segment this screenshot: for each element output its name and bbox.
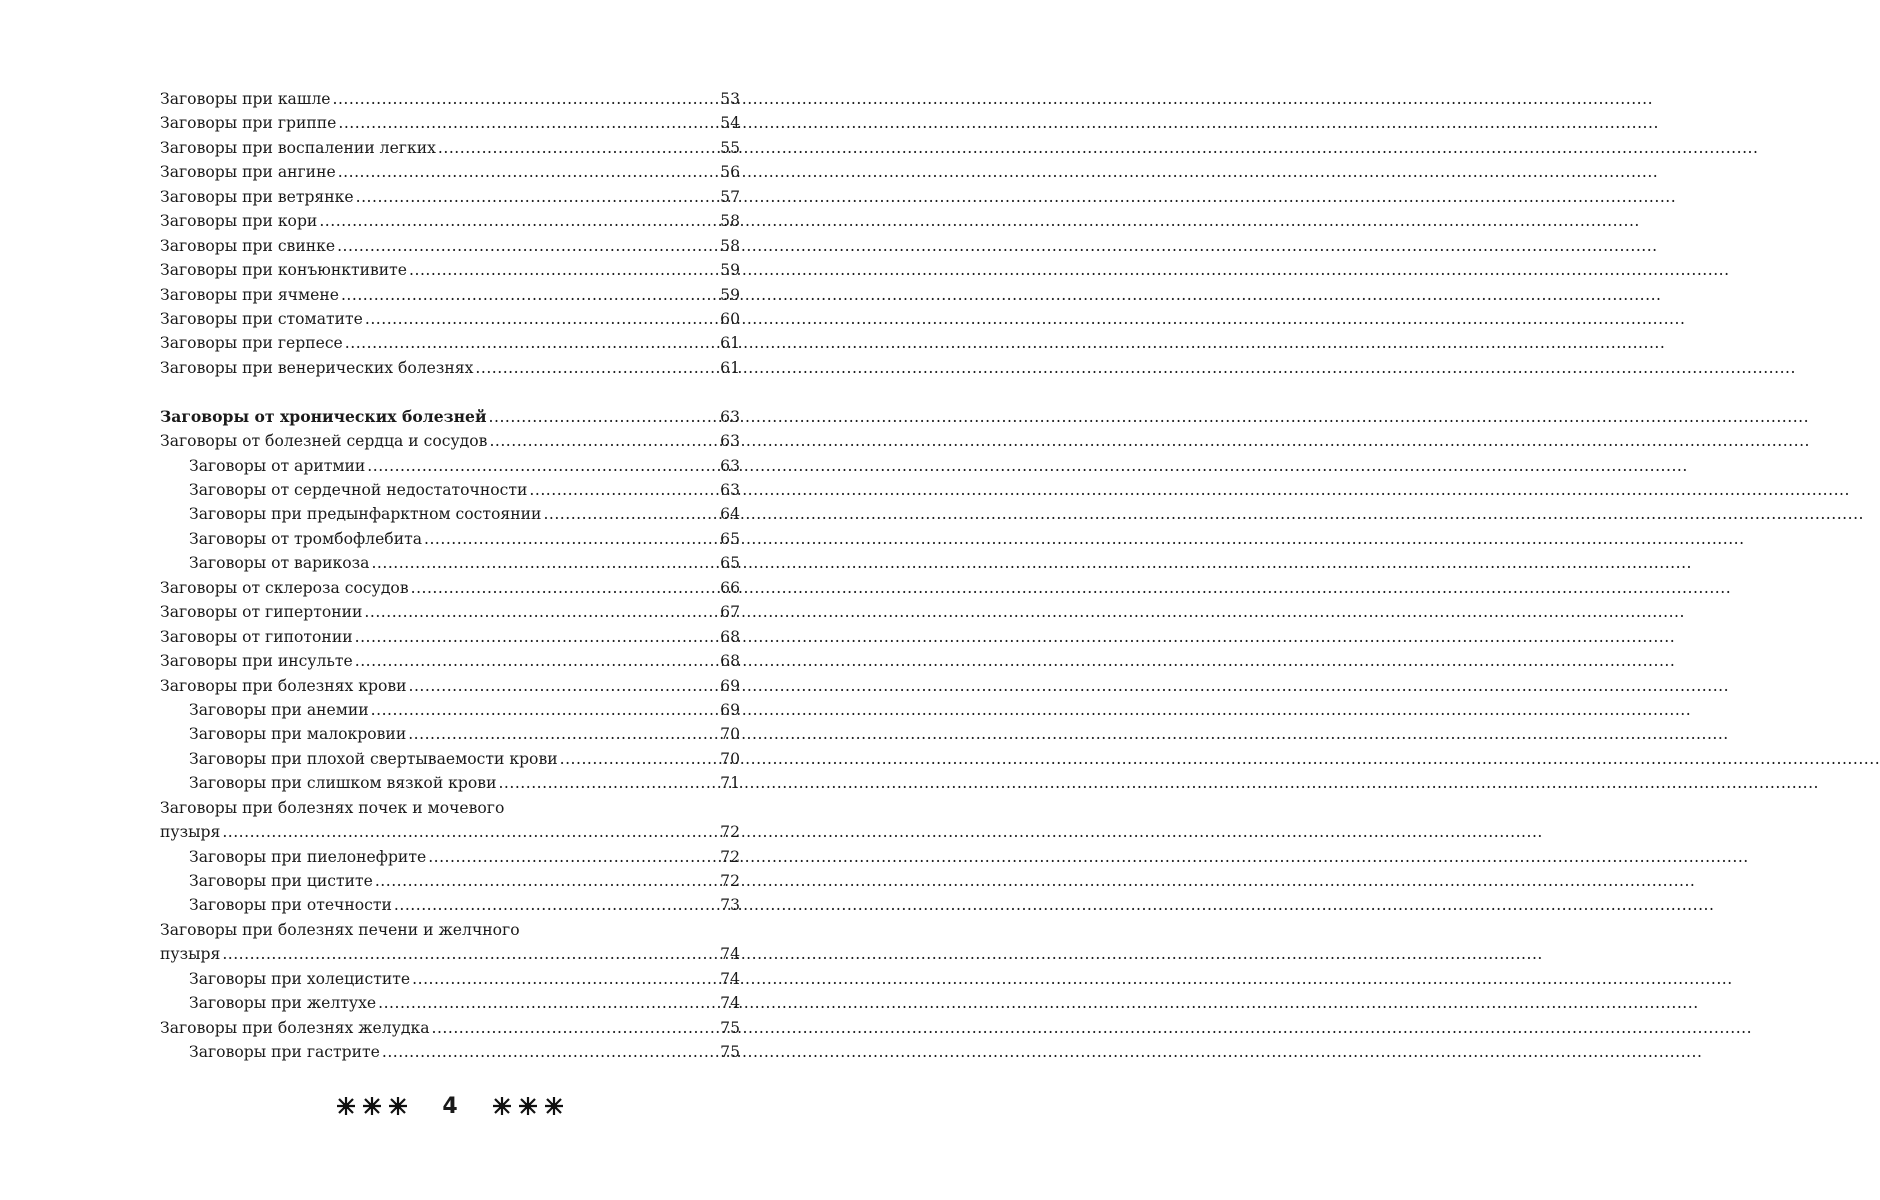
toc-entry-title: Заговоры при инсульте — [160, 652, 353, 671]
toc-entry[interactable] — [160, 307, 740, 331]
toc-entry-title: Заговоры от аритмии — [189, 456, 366, 475]
leader-dots — [338, 111, 718, 135]
leader-dots — [489, 429, 718, 453]
leader-dots — [222, 942, 718, 966]
snowflake-ornament-icon — [336, 1096, 356, 1116]
toc-entry-page: 63 — [720, 407, 740, 426]
leader-dots — [409, 258, 718, 282]
leader-dots — [543, 502, 718, 526]
toc-subentry[interactable] — [160, 527, 740, 551]
leader-dots — [338, 160, 718, 184]
toc-entry-title: Заговоры при гриппе — [160, 114, 337, 133]
toc-entry-title: Заговоры при желтухе — [189, 994, 377, 1013]
toc-entry-page: 71 — [720, 774, 740, 793]
toc-entry-title: Заговоры от гипертонии — [160, 603, 363, 622]
toc-entry[interactable] — [160, 942, 740, 966]
toc-entry-title: Заговоры при воспалении легких — [160, 138, 436, 157]
toc-entry[interactable] — [160, 820, 740, 844]
toc-subentry[interactable] — [160, 845, 740, 869]
leader-dots — [371, 551, 718, 575]
toc-entry[interactable] — [160, 209, 740, 233]
leader-dots — [438, 136, 718, 160]
toc-subentry[interactable] — [160, 747, 740, 771]
toc-entry-title: Заговоры при отечности — [189, 896, 392, 915]
toc-entry-title: Заговоры при слишком вязкой крови — [189, 774, 497, 793]
toc-entry-page: 64 — [720, 505, 740, 524]
leader-dots — [345, 331, 718, 355]
toc-entry[interactable] — [160, 136, 740, 160]
toc-entry-page: 59 — [720, 285, 740, 304]
toc-entry-page: 72 — [720, 823, 740, 842]
toc-entry-page: 75 — [720, 1043, 740, 1062]
toc-entry-page: 74 — [720, 945, 740, 964]
toc-entry-title-line1[interactable]: Заговоры при болезнях почек и мочевого — [160, 798, 505, 817]
table-of-contents — [160, 87, 740, 1065]
leader-dots — [355, 649, 718, 673]
toc-entry-title: Заговоры при цистите — [189, 872, 373, 890]
leader-dots — [409, 674, 719, 698]
toc-subentry[interactable] — [160, 502, 740, 526]
toc-entry-page: 53 — [720, 90, 740, 108]
toc-entry[interactable] — [160, 576, 740, 600]
toc-subentry[interactable] — [160, 967, 740, 991]
toc-subentry[interactable] — [160, 478, 740, 502]
toc-entry[interactable] — [160, 674, 740, 698]
page-footer — [0, 1091, 900, 1121]
toc-entry-page: 55 — [720, 138, 740, 157]
leader-dots — [428, 845, 718, 869]
toc-entry-page: 72 — [720, 847, 740, 866]
leader-dots — [411, 576, 719, 600]
toc-subentry[interactable] — [160, 771, 740, 795]
toc-entry-title: Заговоры при кори — [160, 212, 318, 231]
toc-entry-page: 65 — [720, 529, 740, 548]
toc-entry-title: Заговоры при плохой свертываемости крови — [189, 749, 558, 768]
toc-entry-title: Заговоры при анемии — [189, 700, 369, 719]
toc-entry-page: 65 — [720, 554, 740, 573]
leader-dots — [356, 185, 719, 209]
leader-dots — [394, 893, 718, 917]
toc-entry-page: 60 — [720, 309, 740, 328]
toc-entry-title-line2: пузыря — [160, 823, 221, 842]
snowflake-ornament-icon — [518, 1096, 538, 1116]
ornament-left — [336, 1096, 408, 1116]
toc-entry-title: Заговоры при ветрянке — [160, 187, 354, 206]
toc-entry-page: 67 — [720, 603, 740, 622]
leader-dots — [367, 454, 718, 478]
toc-entry[interactable] — [160, 600, 740, 624]
toc-entry-page: 70 — [720, 749, 740, 768]
leader-dots — [365, 307, 718, 331]
toc-entry-page: 59 — [720, 261, 740, 280]
leader-dots — [412, 967, 718, 991]
toc-entry-title: Заговоры при кашле — [160, 90, 331, 108]
toc-entry-title: Заговоры от сердечной недостаточности — [189, 481, 528, 499]
leader-dots — [333, 87, 719, 111]
leader-dots — [432, 1016, 719, 1040]
leader-dots — [382, 1040, 718, 1064]
toc-entry-page: 61 — [720, 334, 740, 353]
toc-entry[interactable] — [160, 1016, 740, 1040]
toc-subentry[interactable] — [160, 893, 740, 917]
leader-dots — [337, 234, 718, 258]
toc-entry-title: Заговоры при ангине — [160, 163, 336, 182]
toc-group-acute — [160, 87, 740, 380]
toc-entry-page: 74 — [720, 969, 740, 988]
leader-dots — [371, 698, 719, 722]
leader-dots — [355, 625, 719, 649]
toc-entry-page: 68 — [720, 627, 740, 646]
toc-entry-title: Заговоры от болезней сердца и сосудов — [160, 432, 488, 451]
toc-entry[interactable] — [160, 258, 740, 282]
ornament-right — [492, 1096, 564, 1116]
toc-entry-page: 66 — [720, 578, 740, 597]
toc-entry-page: 58 — [720, 236, 740, 255]
toc-entry-title: Заговоры при стоматите — [160, 309, 363, 328]
toc-entry-page: 69 — [720, 676, 740, 695]
page-number: 4 — [442, 1093, 458, 1119]
snowflake-ornament-icon — [544, 1096, 564, 1116]
leader-dots — [489, 405, 719, 429]
toc-entry-page: 63 — [720, 456, 740, 475]
snowflake-ornament-icon — [362, 1096, 382, 1116]
toc-entry-title: Заговоры при ячмене — [160, 285, 339, 304]
toc-entry[interactable] — [160, 356, 740, 380]
toc-entry[interactable] — [160, 649, 740, 673]
toc-chapter-heading[interactable] — [160, 405, 740, 429]
toc-entry-page: 61 — [720, 358, 740, 377]
toc-entry[interactable] — [160, 429, 740, 453]
toc-entry-page: 57 — [720, 187, 740, 206]
leader-dots — [560, 747, 719, 771]
toc-entry-title-line2: пузыря — [160, 945, 221, 964]
toc-entry-title: Заговоры при свинке — [160, 236, 336, 255]
toc-entry[interactable] — [160, 87, 740, 111]
toc-entry[interactable] — [160, 283, 740, 307]
snowflake-ornament-icon — [492, 1096, 512, 1116]
toc-chapter-title: Заговоры от хронических болезней — [160, 406, 487, 426]
toc-entry-title-line1[interactable]: Заговоры при болезнях печени и желчного — [160, 920, 520, 939]
toc-entry-title: Заговоры от тромбофлебита — [189, 529, 423, 548]
toc-subentry[interactable] — [160, 1040, 740, 1064]
leader-dots — [375, 869, 718, 893]
toc-entry-title: Заговоры от гипотонии — [160, 627, 353, 646]
toc-entry-page: 63 — [720, 432, 740, 451]
toc-entry-title: Заговоры при герпесе — [160, 334, 343, 353]
toc-entry-page: 73 — [720, 896, 740, 915]
leader-dots — [341, 283, 718, 307]
leader-dots — [475, 356, 718, 380]
toc-entry-title: Заговоры при венерических болезнях — [160, 358, 474, 377]
toc-entry[interactable] — [160, 331, 740, 355]
leader-dots — [378, 991, 718, 1015]
leader-dots — [498, 771, 718, 795]
leader-dots — [424, 527, 718, 551]
leader-dots — [408, 722, 718, 746]
toc-entry-title: Заговоры при конъюнктивите — [160, 261, 408, 280]
toc-entry-page: 56 — [720, 163, 740, 182]
toc-entry-page: 69 — [720, 700, 740, 719]
toc-entry-page: 54 — [720, 114, 740, 133]
toc-entry-title: Заговоры при болезнях крови — [160, 676, 407, 695]
toc-entry-page: 58 — [720, 212, 740, 231]
leader-dots — [529, 478, 718, 502]
leader-dots — [222, 820, 718, 844]
toc-entry-page: 68 — [720, 652, 740, 671]
toc-entry-title: Заговоры при пиелонефрите — [189, 847, 427, 866]
toc-entry-page: 75 — [720, 1018, 740, 1037]
toc-entry[interactable] — [160, 111, 740, 135]
toc-entry-title: Заговоры при болезнях желудка — [160, 1018, 430, 1037]
toc-entry[interactable] — [160, 185, 740, 209]
toc-subentry[interactable] — [160, 991, 740, 1015]
toc-entry-page: 74 — [720, 994, 740, 1013]
toc-entry-title: Заговоры при малокровии — [189, 725, 407, 744]
toc-entry-title: Заговоры от варикоза — [189, 554, 370, 573]
toc-subentry[interactable] — [160, 698, 740, 722]
toc-subentry[interactable] — [160, 454, 740, 478]
toc-entry[interactable] — [160, 160, 740, 184]
toc-entry[interactable] — [160, 625, 740, 649]
toc-subentry[interactable] — [160, 722, 740, 746]
toc-entry-title: Заговоры от склероза сосудов — [160, 578, 409, 597]
toc-subentry[interactable] — [160, 551, 740, 575]
toc-entry-page: 72 — [720, 872, 740, 890]
toc-entry-page: 70 — [720, 725, 740, 744]
toc-entry[interactable] — [160, 234, 740, 258]
leader-dots — [364, 600, 718, 624]
toc-entry-page: 63 — [720, 481, 740, 499]
snowflake-ornament-icon — [388, 1096, 408, 1116]
toc-entry-title: Заговоры при холецистите — [189, 969, 411, 988]
toc-entry-title: Заговоры при гастрите — [189, 1043, 380, 1062]
toc-entry-title: Заговоры при предынфарктном состоянии — [189, 505, 542, 524]
toc-subentry[interactable] — [160, 869, 740, 893]
leader-dots — [319, 209, 718, 233]
